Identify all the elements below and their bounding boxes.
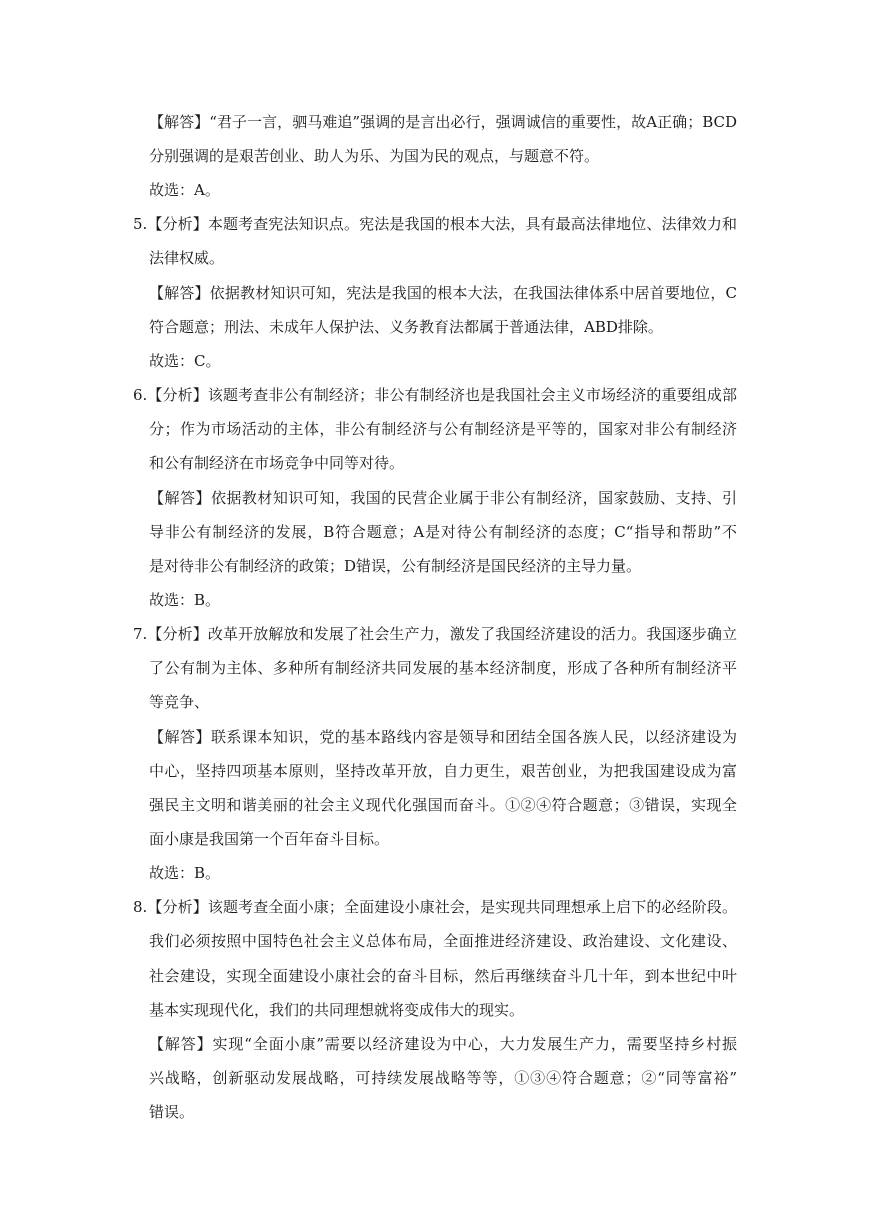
q6-analysis-line-1: 6.【分析】该题考查非公有制经济；非公有制经济也是我国社会主义市场经济的重要组成部 xyxy=(133,386,737,404)
q8-analysis-line-2: 我们必须按照中国特色社会主义总体布局，全面推进经济建设、政治建设、文化建设、 xyxy=(149,932,737,950)
q6-analysis-line-2: 分；作为市场活动的主体，非公有制经济与公有制经济是平等的，国家对非公有制经济 xyxy=(149,420,737,438)
q5-answer-line-2: 符合题意；刑法、未成年人保护法、义务教育法都属于普通法律，ABD排除。 xyxy=(149,318,663,336)
q8-answer-line-3: 错误。 xyxy=(149,1103,195,1121)
q6-answer-line-3: 是对待非公有制经济的政策；D错误，公有制经济是国民经济的主导力量。 xyxy=(149,557,642,575)
q6-choice: 故选：B。 xyxy=(149,591,221,609)
q7-analysis-line-1: 7.【分析】改革开放解放和发展了社会生产力，激发了我国经济建设的活力。我国逐步确立 xyxy=(133,625,737,643)
q8-analysis-line-4: 基本实现现代化，我们的共同理想就将变成伟大的现实。 xyxy=(149,1001,525,1019)
q5-answer-line-1: 【解答】依据教材知识可知，宪法是我国的根本大法，在我国法律体系中居首要地位，C xyxy=(149,284,737,302)
q8-answer-line-2: 兴战略，创新驱动发展战略，可持续发展战略等等，①③④符合题意；②“同等富裕” xyxy=(149,1069,737,1087)
q6-analysis-line-3: 和公有制经济在市场竞争中同等对待。 xyxy=(149,454,405,472)
q4-answer-line-2: 分别强调的是艰苦创业、助人为乐、为国为民的观点，与题意不符。 xyxy=(149,147,600,165)
q5-choice: 故选：C。 xyxy=(149,352,221,370)
q8-analysis-line-1: 8.【分析】该题考查全面小康；全面建设小康社会，是实现共同理想承上启下的必经阶段。 xyxy=(133,898,737,916)
q5-analysis-line-2: 法律权威。 xyxy=(149,249,225,267)
q6-answer-line-1: 【解答】依据教材知识可知，我国的民营企业属于非公有制经济，国家鼓励、支持、引 xyxy=(149,489,737,507)
q7-answer-line-4: 面小康是我国第一个百年奋斗目标。 xyxy=(149,830,390,848)
q6-answer-line-2: 导非公有制经济的发展，B符合题意；A是对待公有制经济的态度；C“指导和帮助”不 xyxy=(149,523,737,541)
q7-analysis-line-3: 等竞争、 xyxy=(149,693,210,711)
q7-choice: 故选：B。 xyxy=(149,864,221,882)
q7-analysis-line-2: 了公有制为主体、多种所有制经济共同发展的基本经济制度，形成了各种所有制经济平 xyxy=(149,659,737,677)
q7-answer-line-3: 强民主文明和谐美丽的社会主义现代化强国而奋斗。①②④符合题意；③错误，实现全 xyxy=(149,796,737,814)
q4-choice: 故选：A。 xyxy=(149,181,220,199)
q8-analysis-line-3: 社会建设，实现全面建设小康社会的奋斗目标，然后再继续奋斗几十年，到本世纪中叶 xyxy=(149,967,737,985)
q8-answer-line-1: 【解答】实现“全面小康”需要以经济建设为中心，大力发展生产力，需要坚持乡村振 xyxy=(149,1035,737,1053)
q5-analysis-line-1: 5.【分析】本题考查宪法知识点。宪法是我国的根本大法，具有最高法律地位、法律效力和 xyxy=(133,215,737,233)
q7-answer-line-2: 中心，坚持四项基本原则，坚持改革开放，自力更生，艰苦创业，为把我国建设成为富 xyxy=(149,762,737,780)
q7-answer-line-1: 【解答】联系课本知识，党的基本路线内容是领导和团结全国各族人民，以经济建设为 xyxy=(149,728,737,746)
q4-answer-line-1: 【解答】“君子一言，驷马难追”强调的是言出必行，强调诚信的重要性，故A正确；BCD xyxy=(149,113,737,131)
